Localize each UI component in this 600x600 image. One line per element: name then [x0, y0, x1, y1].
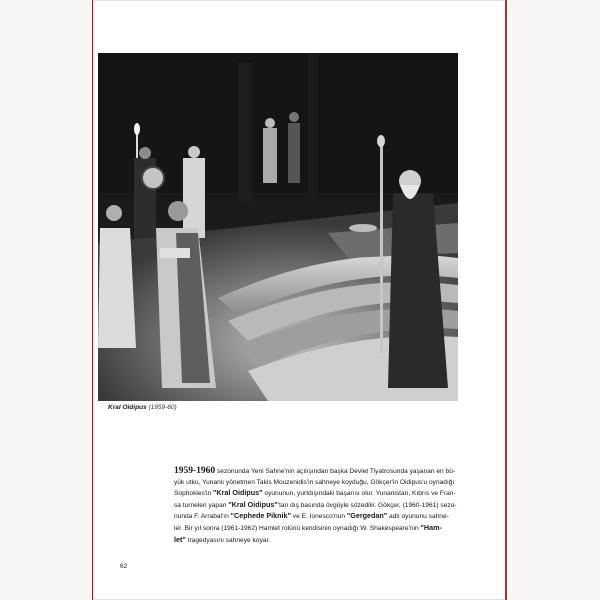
body-line-6: ler. Bir yıl sonra (1961-1962) Hamlet rolünü kendisinin oynadığı W. Shakespeare'nin "Ham-	[174, 522, 442, 532]
body-line-2: yük utku, Yunanlı yönetmen Takis Mouzenidis'in sahneye koyduğu, Gökçer'in Oidipus'u oynadığı	[174, 478, 455, 486]
body-line-1: 1959-1960 sezonunda Yeni Sahne'nin açılışından başka Devlet Tiyatrosunda yaşanan en bü-	[174, 466, 456, 476]
play-title: "Gergedan"	[346, 511, 388, 521]
page-number: 62	[120, 563, 128, 570]
body-line-5: nunda F. Arrabal'ın "Cephede Piknik" ve E. Ionesco'nun "Gergedan" adlı oyununu sahne-	[174, 511, 449, 521]
play-title: "Ham-	[420, 522, 442, 532]
play-title: let"	[174, 534, 186, 544]
stage-photograph	[98, 53, 458, 401]
lead-years: 1959-1960	[174, 466, 216, 476]
page-edge-right	[505, 0, 507, 600]
play-title: "Kral Oidipus"	[228, 499, 278, 509]
body-line-7: let" tragedyasını sahneye koyar.	[174, 534, 271, 544]
stage-photo-icon	[98, 53, 458, 401]
body-paragraph	[174, 466, 466, 546]
photo-caption	[108, 404, 177, 411]
body-line-4: sa turneleri yapan "Kral Oidipus"'tan dış basında övgüyle sözedilir. Gökçer, (1960-1961) sezo-	[174, 499, 457, 509]
body-line-3: Sophokles'in "Kral Oidipus" oyununun, yurtdışındaki başarısı olur. Yunanistan, Kıbrıs ve Fran-	[174, 488, 456, 498]
play-title: "Kral Oidipus"	[213, 488, 263, 498]
caption-years: (1959-60)	[148, 404, 177, 411]
play-title: "Cephede Piknik"	[230, 511, 291, 521]
caption-title: Kral Oidipus	[108, 404, 147, 411]
